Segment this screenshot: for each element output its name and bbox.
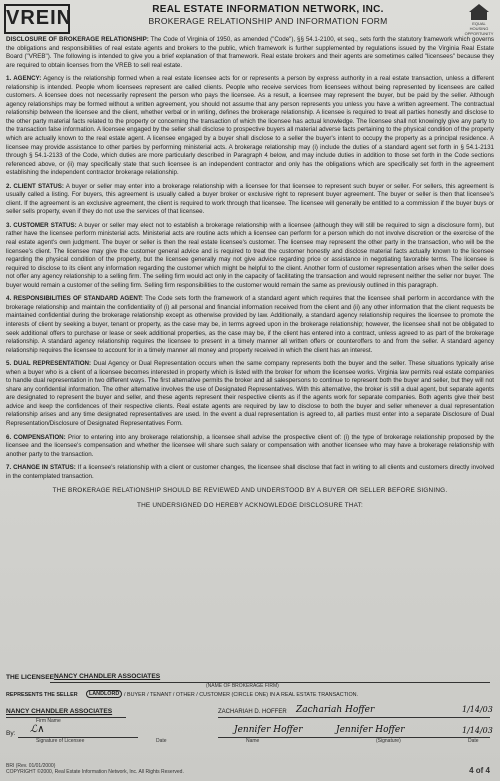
equal-housing-icon — [464, 4, 494, 36]
licensee-signature[interactable]: ℒ∧ — [30, 724, 45, 735]
copyright: COPYRIGHT ©2000, Real Estate Information Network, Inc. All Rights Reserved. — [6, 769, 184, 775]
section-change-in-status — [6, 464, 494, 481]
acknowledge-statement: THE UNDERSIGNED DO HEREBY ACKNOWLEDGE DISCLOSURE THAT: — [137, 502, 363, 510]
vrein-logo: VREIN — [4, 4, 70, 34]
review-statement: THE BROKERAGE RELATIONSHIP SHOULD BE REVIEWED AND UNDERSTOOD BY A BUYER OR SELLER BEFORE SIGNING. — [52, 487, 448, 495]
section-title: 6. COMPENSATION: — [6, 433, 66, 441]
represents-options: / BUYER / TENANT / OTHER / CUSTOMER (CIRCLE ONE) IN A REAL ESTATE TRANSACTION. — [124, 692, 359, 698]
signature-caption: (Signature) — [376, 738, 401, 744]
party2-name[interactable]: Jennifer Hoffer — [234, 725, 303, 735]
date-caption-2: Date — [468, 738, 479, 744]
licensee-prefix: THE LICENSEE — [6, 674, 54, 681]
signature-of-licensee-caption: Signature of Licensee — [36, 738, 85, 744]
section-title: 7. CHANGE IN STATUS: — [6, 464, 76, 472]
party1-line — [218, 717, 490, 718]
section-text: Agency is the relationship formed when a real estate licensee acts for or represents a person by express authority in a real estate transaction, unless a different relationship is intended. People whom licensees represent are called clients. People who receive services from licensees without being represented by licensees are called customers. A licensee does not necessarily represent the person who pays the licensee. As a result, a licensee may represent the buyer, but be paid by the seller. Although agency relationships may be formed without a written agreement, you should not assume that any person represents you unless you have a written agreement. The contractual relationship between the licensee and the client, whether verbal or in writing, defines the brokerage relationship. A licensee is required to treat all parties honestly and disclose to the other party material facts related to the property or concerning the transaction of which the licensee has actual knowledge. The licensee shall not knowingly give any party to the transaction false information. A licensee engaged by the seller shall disclose to prospective buyers all material adverse facts pertaining to the physical condition of the property which are actually known to the real estate agent. A licensee engaged by a buyer shall disclose to a seller the buyer's intent to occupy the property as a principal residence. A licensee may provide assistance to other parties by performing ministerial acts. A brokerage relationship may (i) include the duties of a standard agent set forth in § 54.1-2131 through § 54.1-2133 of the Code, which duties are more particularly described in Paragraph 4 below, and may include duties in addition to those set forth in the Code sections referenced above, or (ii) may specifically state that such licensee is an independent contractor and only has the obligations which are specifically set forth in the agreement establishing the independent contractor brokerage relationship. — [6, 75, 494, 177]
firm-row — [6, 705, 494, 724]
party1-date[interactable]: 1/14/03 — [462, 705, 493, 714]
form-body — [6, 36, 494, 514]
section-text: A buyer or seller may enter into a brokerage relationship with a licensee for that licensee to represent such buyer or seller. For sellers, this agreement is usually called a listing. For buyers, this agreement is usually called a buyer broker or exclusive right to represent buyer agreement. The buyer or seller is then that licensee's client. If the agreement is an exclusive agreement, the client is required to work through that licensee. The licensee will generally be entitled to a commission if the buyer buys or seller sells property, even if they do not use the services of that licensee. — [6, 182, 494, 216]
form-code: BRI (Rev. 01/01/2000) — [6, 763, 56, 769]
firm-name-caption: Firm Name — [36, 718, 61, 724]
party2-signature[interactable]: Jennifer Hoffer — [336, 725, 405, 735]
signature-block — [6, 672, 494, 742]
section-title: 2. CLIENT STATUS: — [6, 182, 64, 190]
firm-name-field[interactable]: NANCY CHANDLER ASSOCIATES — [6, 708, 113, 715]
section-title: 1. AGENCY: — [6, 75, 42, 83]
section-text: If a licensee's relationship with a client or customer changes, the licensee shall disclose that fact in writing to all clients and customers directly involved in the contemplated transaction. — [6, 464, 494, 480]
brokerage-firm-caption: (NAME OF BROKERAGE FIRM) — [206, 683, 279, 689]
section-customer-status — [6, 222, 494, 290]
section-dual-representation — [6, 360, 494, 428]
page-number: 4 of 4 — [469, 766, 490, 775]
name-caption: Name — [246, 738, 260, 744]
landlord-option[interactable]: LANDLORD — [86, 690, 122, 698]
section-title: 5. DUAL REPRESENTATION: — [6, 360, 92, 368]
section-compensation — [6, 434, 494, 460]
date-caption: Date — [156, 738, 167, 744]
party1-signature[interactable]: Zachariah Hoffer — [296, 705, 375, 715]
represents-prefix: REPRESENTS THE SELLER — [6, 692, 78, 698]
equal-housing-label: EQUAL HOUSING OPPORTUNITY — [464, 21, 494, 36]
form-footer — [6, 763, 494, 775]
by-label: By: — [6, 730, 16, 737]
section-text: The Code sets forth the framework of a standard agent which requires that the licensee shall perform in accordance with the brokerage relationship and maintain the confidentiality of (i) all personal and financial information received from the client and (ii) any other information that the client requests be maintained confidential during the brokerage relationship except as otherwise provided by law. Additionally, a standard agency relationship requires the licensee to promote the interests of client by seeking a buyer, tenant or property, as the case may be, in terms agreed upon in the brokerage relationship; however, the licensee shall not be obligated to seek additional offers to purchase or lease or seek additional properties, as the case may be, if the client has entered into a contract, unless agreed to as part of the brokerage relationship. A standard agency relationship requires the licensee to present in a timely manner all written offers or counteroffers to and from the seller. A standard agency relationship requires the licensee to account for in a timely manner all money and property received in which the client has an interest. — [6, 295, 495, 354]
section-agency — [6, 75, 494, 178]
party2-date[interactable]: 1/14/03 — [462, 726, 493, 735]
intro-lead: DISCLOSURE OF BROKERAGE RELATIONSHIP: — [6, 36, 149, 43]
licensee-name-field[interactable]: NANCY CHANDLER ASSOCIATES — [54, 673, 161, 680]
intro-text: The Code of Virginia of 1950, as amended ("Code"), §§ 54.1-2100, et seq., sets forth the statutory framework which governs the obligations and responsibilities of real estate agents and brokers to the public, which framework is further supplemented by regulations issued by the Virginia Real Estate Board ("VREB"). The following is intended to give you a brief explanation of that framework. Real estate brokers and their agents are sometimes called "licensees" because they are required to obtain licenses from the VREB to sell real estate. — [6, 36, 495, 69]
by-row — [6, 724, 494, 742]
section-text: Prior to entering into any brokerage relationship, a licensee shall advise the prospective client of: (i) the type of brokerage relationship proposed by the licensee and the licensee's compensation and whether the licensee will share such salary or compensation with another licensee who may have a brokerage relationship with another party to the transaction. — [6, 433, 494, 458]
firm-line — [6, 717, 126, 718]
form-header — [80, 4, 456, 26]
licensee-row — [6, 672, 494, 689]
section-text: Dual Agency or Dual Representation occurs when the same company represents both the buyer and the seller. These situations typically arise when a buyer who is a client of a licensee becomes interested in property which is listed with the broker for whom the licensee works. Virginia law permits real estate companies to handle dual representation in two different ways. The first alternative permits the broker and all salespersons to continue to represent both the buyer and seller, but they will not share any confidential information. The other alternative involves the use of Designated Representatives. With this alternative, the broker is still a dual agent, but separate agents are designated to represent the buyer and seller, and these agents represent their respective clients as if the agents work for separate companies. Both agents give their best advice and keep the confidences of their respective clients. Real estate agents are required by law to disclose to both the buyer and seller whenever a dual representation relationship arises and any time designated representatives are used. In the event a dual representation is agreed to, all parties must enter into a separate Disclosure of Dual Representation/Disclosure of Designated Representatives Form. — [6, 360, 494, 427]
represents-row — [6, 690, 494, 704]
intro-paragraph — [6, 36, 494, 70]
form-subtitle: BROKERAGE RELATIONSHIP AND INFORMATION FORM — [148, 16, 388, 26]
section-text: A buyer or seller may elect not to establish a brokerage relationship with a licensee (although they will still be required to sign a disclosure form), but rather have the licensee perform ministerial acts. Ministerial acts are routine acts which a licensee can perform for a person which do not involve discretion or the exercise of the real estate agent's own judgment. The buyer or seller is then the real estate licensee's customer. The licensee may represent the other party in the transaction, who will be the licensee's client. The licensee may give the customer general advice and is required to treat the customer honestly and disclose material facts actually known to the licensee regarding the physical condition of the property, but the licensee generally may not give advice regarding price or assistance in negotiating favorable terms. The licensee is required to disclose to its client any information regarding the customer which might be helpful to the client. Another form of customer representation arises when the seller does not offer any agency relationship to a selling firm. The selling firm would act only in the capacity of facilitating the transaction and would represent neither the seller nor buyer. The buyer would remain a customer of the selling firm. Selling firm responsibilities to the customer would remain the same as previously outlined in this paragraph. — [6, 221, 494, 289]
form-title: REAL ESTATE INFORMATION NETWORK, INC. — [152, 4, 384, 15]
section-client-status — [6, 183, 494, 217]
party1-name: ZACHARIAH D. HOFFER — [218, 709, 287, 715]
section-title: 4. RESPONSIBILITIES OF STANDARD AGENT: — [6, 295, 143, 303]
section-standard-agent — [6, 295, 494, 355]
section-title: 3. CUSTOMER STATUS: — [6, 221, 77, 229]
